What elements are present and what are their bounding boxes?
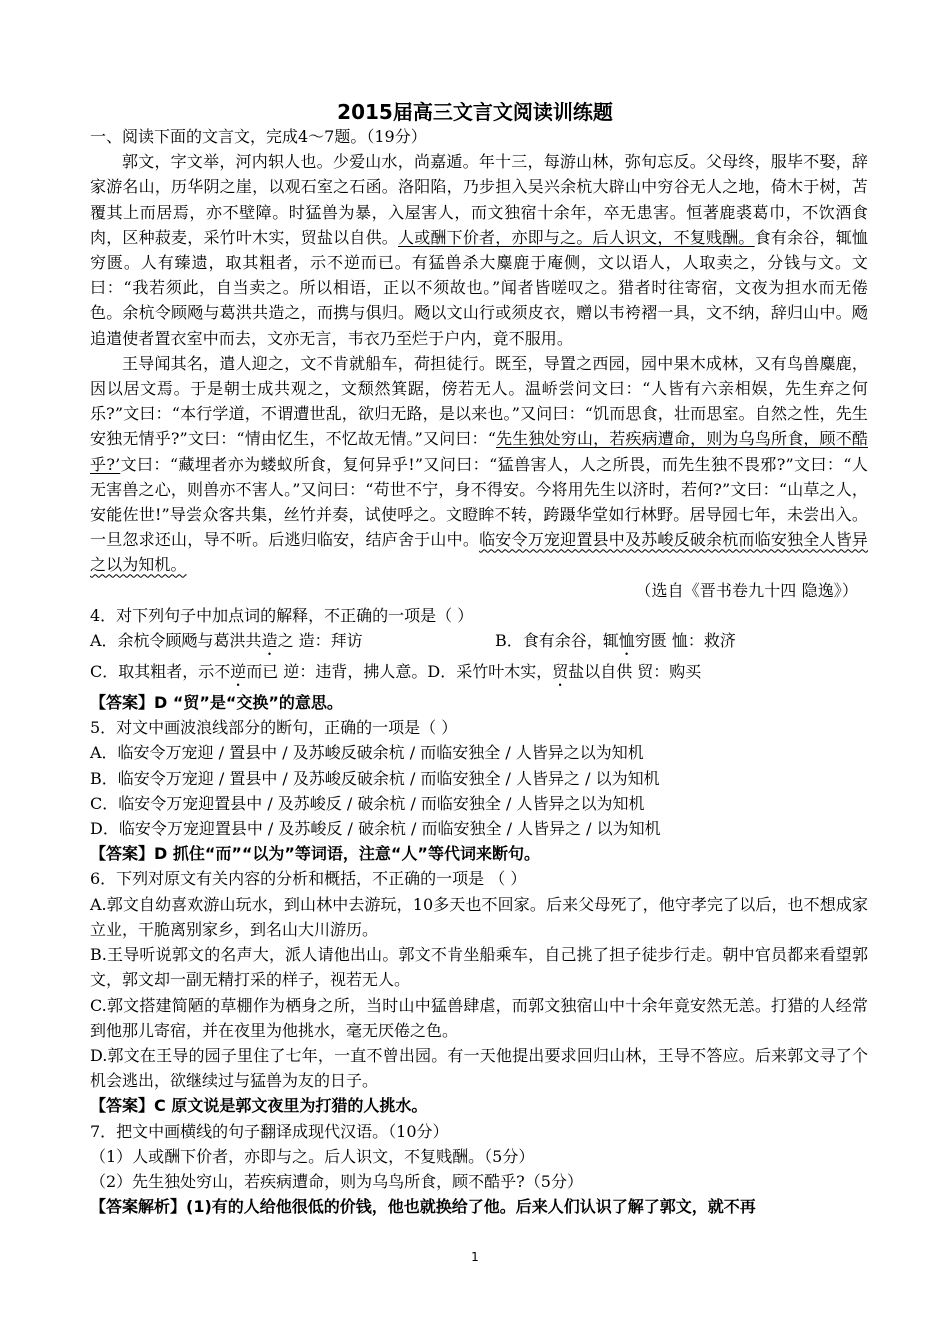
- question-6-option: A.郭文自幼喜欢游山玩水，到山林中去游玩，10多天也不回家。后来父母死了，他守孝完了以后，也不想成家立业，干脆离别家乡，到名山大川游历。: [90, 894, 868, 939]
- underlined-sentence-2: 先生独处穷山，若疾病遭命，则为乌鸟所食，顾不酷乎?’: [90, 429, 868, 474]
- question-7-sentence-2: （2）先生独处穷山，若疾病遭命，则为乌鸟所食，顾不酷乎?（5分）: [90, 1171, 583, 1191]
- question-5-option: C．临安令万宠迎置县中 / 及苏峻反 / 破余杭 / 而临安独全 / 人皆异之以为知机: [90, 793, 645, 813]
- question-6-answer: 【答案】C 原文说是郭文夜里为打猎的人挑水。: [90, 1096, 428, 1116]
- question-6: [90, 866, 868, 1118]
- question-4-options-ab: [90, 628, 868, 659]
- question-7-stem: 7．把文中画横线的句子翻译成现代汉语。（10分）: [90, 1121, 449, 1141]
- question-4-stem: 4．对下列句子中加点词的解释，不正确的一项是（ ）: [90, 605, 474, 625]
- question-5-option: D．临安令万宠迎置县中 / 及苏峻反 / 破余杭 / 而临安独全 / 人皆异之 / 以为知机: [90, 819, 661, 839]
- question-7: [90, 1119, 868, 1220]
- wavy-underlined-text: 临安令万宠迎置县中及苏峻反破余杭而临安独全人皆异之以为知机。: [90, 530, 869, 575]
- question-5-option: B．临安令万宠迎 / 置县中 / 及苏峻反破余杭 / 而临安独全 / 人皆异之 / 以为知机: [90, 768, 660, 788]
- question-6-option: B.王导听说郭文的名声大，派人请他出山。郭文不肯坐船乘车，自己挑了担子徒步行走。朝中官员都来看望郭文，郭文却一副无精打采的样子，视若无人。: [90, 945, 868, 990]
- option-c: C．取其粗者，示不逆而已 逆：违背，拂人意。: [90, 662, 428, 682]
- passage-source: （选自《晋书卷九十四 隐逸》）: [635, 580, 858, 600]
- question-6-stem: 6．下列对原文有关内容的分析和概括，不正确的一项是 （ ）: [90, 869, 527, 889]
- question-5-answer: 【答案】D 抓住“而”“以为”等词语，注意“人”等代词来断句。: [90, 844, 540, 864]
- question-7-answer: 【答案解析】(1)有的人给他很低的价钱，他也就换给了他。后来人们认识了解了郭文，就不再: [90, 1197, 756, 1217]
- page-title: 2015届高三文言文阅读训练题: [337, 100, 613, 124]
- passage-paragraph-1: 郭文，字文举，河内轵人也。少爱山水，尚嘉遁。年十三，每游山林，弥旬忘反。父母终，服毕不娶，辞家游名山，历华阴之崖，以观石室之石函。洛阳陷，乃步担入吴兴余杭大辟山中穷谷无人之地，倚木于树，苫覆其上而居焉，亦不壁障。时猛兽为暴，入屋害人，而文独宿十余年，卒无患害。恒著鹿裘葛巾，不饮酒食肉，区种菽麦，采竹叶木实，贸盐以自供。人或酬下价者，亦即与之。后人识文，不复贱酬。食有余谷，辄恤穷匮。人有臻遗，取其粗者，示不逆而已。有猛兽杀大麋鹿于庵侧，文以语人，人取卖之，分钱与文。文曰：“我若须此，自当卖之。所以相语，正以不须故也。”闻者皆嗟叹之。猎者时往寄宿，文夜为担水而无倦色。余杭令顾飏与葛洪共造之，而携与俱归。飏以文山行或须皮衣，赠以韦袴褶一具，文不纳，辞归山中。飏追遣使者置衣室中而去，文亦无言，韦衣乃至烂于户内，竟不服用。: [90, 152, 869, 348]
- document-body: [90, 124, 868, 1219]
- option-a: A．余杭令顾飏与葛洪共造之 造：拜访: [90, 631, 363, 651]
- question-5: [90, 715, 868, 866]
- question-4-answer: 【答案】D “贸”是“交换”的意思。: [90, 693, 343, 713]
- option-b: B．食有余谷，辄恤穷匮 恤：救济: [495, 631, 736, 651]
- underlined-sentence-1: 人或酬下价者，亦即与之。后人识文，不复贱酬。: [398, 227, 755, 247]
- question-5-stem: 5．对文中画波浪线部分的断句，正确的一项是（ ）: [90, 718, 458, 738]
- option-d: D．采竹叶木实，贸盐以自供 贸：购买: [427, 662, 702, 682]
- question-6-option: D.郭文在王导的园子里住了七年，一直不曾出园。有一天他提出要求回归山林，王导不答应。后来郭文寻了个机会逃出，欲继续过与猛兽为友的日子。: [90, 1045, 868, 1091]
- passage-paragraph-2: 王导闻其名，遣人迎之，文不肯就船车，荷担徒行。既至，导置之西园，园中果木成林，又有鸟兽麋鹿，因以居文焉。于是朝士成共观之，文颓然箕踞，傍若无人。温峤尝问文曰：“人皆有六亲相娱，先生弃之何乐?”文曰：“本行学道，不谓遭世乱，欲归无路，是以来也。”又问曰：“饥而思食，壮而思室。自然之性，先生安独无情乎?”文曰：“情由忆生，不忆故无情。”又问曰：“先生独处穷山，若疾病遭命，则为乌鸟所食，顾不酷乎?’文曰：“藏埋者亦为蝼蚁所食，复何异乎!”又问曰：“猛兽害人，人之所畏，而先生独不畏邪?”文曰：“人无害兽之心，则兽亦不害人。”又问曰：“苟世不宁，身不得安。今将用先生以济时，若何?”文曰：“山草之人，安能佐世!”导尝众客共集，丝竹并奏，试使呼之。文瞪眸不转，跨蹑华堂如行林野。居导园七年，未尝出入。一旦忽求还山，导不听。后逃归临安，结庐舍于山中。临安令万宠迎置县中及苏峻反破余杭而临安独全人皆异之以为知机。: [90, 353, 869, 575]
- page-number: 1: [471, 1250, 479, 1264]
- classical-passage: [90, 149, 868, 603]
- question-7-sentence-1: （1）人或酬下价者，亦即与之。后人识文，不复贱酬。（5分）: [90, 1146, 535, 1166]
- question-6-option: C.郭文搭建简陋的草棚作为栖身之所，当时山中猛兽肆虐，而郭文独宿山中十余年竟安然无恙。打猎的人经常到他那儿寄宿，并在夜里为他挑水，毫无厌倦之色。: [90, 995, 868, 1040]
- question-5-option: A．临安令万宠迎 / 置县中 / 及苏峻反破余杭 / 而临安独全 / 人皆异之以为知机: [90, 743, 644, 763]
- question-4: [90, 603, 868, 715]
- question-4-options-cd: [90, 659, 868, 690]
- section-heading: 一、阅读下面的文言文，完成4～7题。（19分）: [90, 127, 427, 146]
